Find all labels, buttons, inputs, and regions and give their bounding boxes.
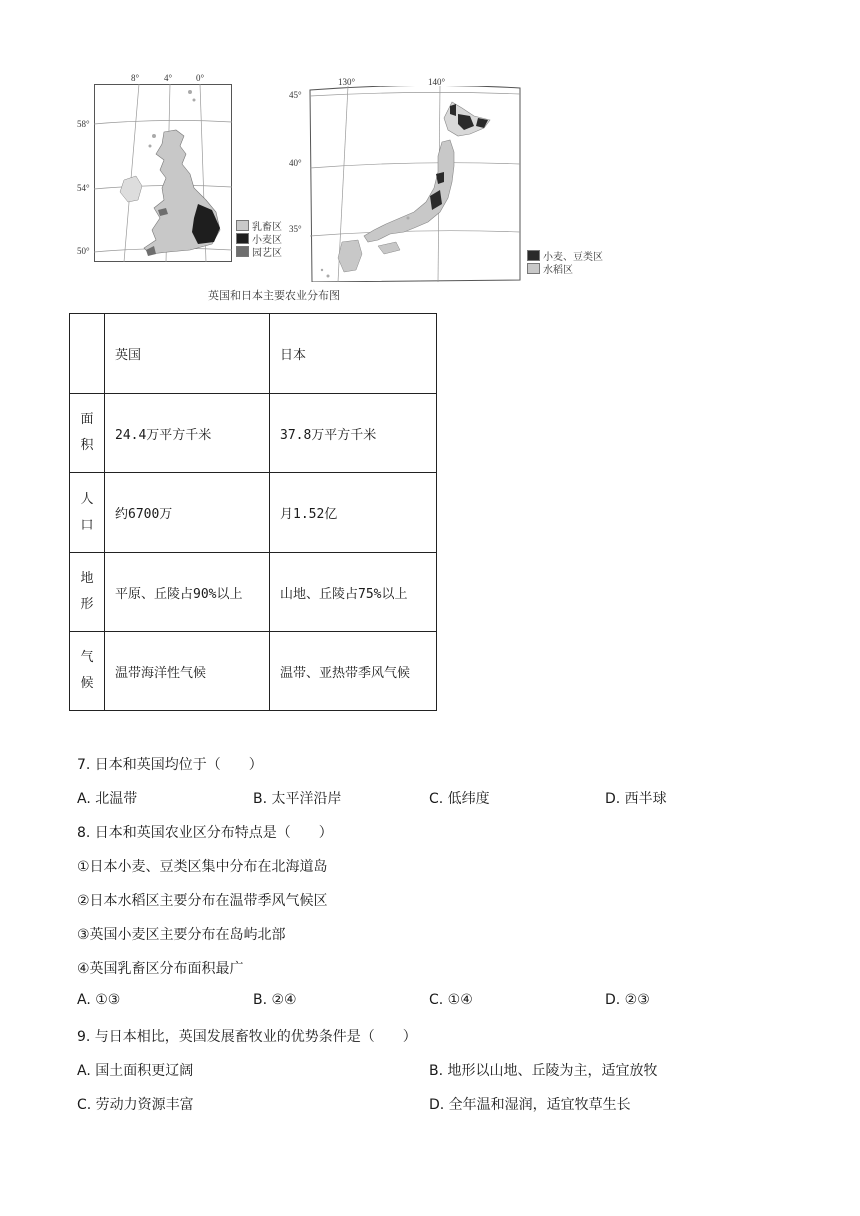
jp-lat-label: 45°	[289, 90, 302, 100]
column-header-japan: 日本	[270, 314, 437, 394]
dairy-swatch	[236, 220, 249, 231]
q9-option-a[interactable]: A. 国土面积更辽阔	[77, 1063, 194, 1079]
uk-lon-label: 8°	[131, 73, 140, 83]
row-label: 面 积	[70, 394, 105, 473]
legend-label: 园艺区	[252, 248, 282, 259]
jp-lat-label: 40°	[289, 158, 302, 168]
question-7-stem: 7. 日本和英国均位于（ ）	[77, 757, 263, 773]
q8-statement-1: ①日本小麦、豆类区集中分布在北海道岛	[77, 859, 328, 875]
cell-japan: 温带、亚热带季风气候	[270, 632, 437, 711]
row-label: 人 口	[70, 473, 105, 553]
jp-legend-rice	[527, 261, 573, 276]
row-label: 地 形	[70, 553, 105, 632]
q9-option-c[interactable]: C. 劳动力资源丰富	[77, 1097, 194, 1113]
rice-swatch	[527, 263, 540, 274]
comparison-table	[69, 313, 437, 711]
question-9-stem: 9. 与日本相比，英国发展畜牧业的优势条件是（ ）	[77, 1029, 417, 1045]
cell-japan: 山地、丘陵占75%以上	[270, 553, 437, 632]
cell-japan: 月1.52亿	[270, 473, 437, 553]
table-row	[70, 632, 437, 711]
jp-lon-label: 130°	[338, 77, 356, 87]
uk-map-graphic	[94, 84, 232, 262]
uk-lon-label: 4°	[164, 73, 173, 83]
table-row	[70, 553, 437, 632]
uk-lon-label: 0°	[196, 73, 205, 83]
cell-uk: 温带海洋性气候	[105, 632, 270, 711]
q8-statement-3: ③英国小麦区主要分布在岛屿北部	[77, 927, 286, 943]
japan-map	[308, 86, 522, 282]
cell-uk: 24.4万平方千米	[105, 394, 270, 473]
legend-label: 乳畜区	[252, 222, 282, 233]
q8-option-b[interactable]: B. ②④	[253, 992, 297, 1008]
uk-legend-horticulture	[236, 244, 282, 259]
wheat-swatch	[236, 233, 249, 244]
jp-lon-label: 140°	[428, 77, 446, 87]
jp-lat-label: 35°	[289, 224, 302, 234]
q8-option-a[interactable]: A. ①③	[77, 992, 121, 1008]
legend-label: 水稻区	[543, 265, 573, 276]
wheat-beans-swatch	[527, 250, 540, 261]
table-row	[70, 394, 437, 473]
q7-option-c[interactable]: C. 低纬度	[429, 791, 490, 807]
q7-option-a[interactable]: A. 北温带	[77, 791, 138, 807]
uk-lat-label: 58°	[77, 119, 90, 129]
table-header-row	[70, 314, 437, 394]
q7-option-d[interactable]: D. 西半球	[605, 791, 667, 807]
legend-label: 小麦、豆类区	[543, 252, 603, 263]
q8-statement-2: ②日本水稻区主要分布在温带季风气候区	[77, 893, 328, 909]
cell-uk: 平原、丘陵占90%以上	[105, 553, 270, 632]
q8-option-d[interactable]: D. ②③	[605, 992, 650, 1008]
row-label: 气 候	[70, 632, 105, 711]
question-8-stem: 8. 日本和英国农业区分布特点是（ ）	[77, 825, 333, 841]
uk-lat-label: 50°	[77, 246, 90, 256]
q7-option-b[interactable]: B. 太平洋沿岸	[253, 791, 342, 807]
figure-caption: 英国和日本主要农业分布图	[208, 289, 340, 302]
q8-option-c[interactable]: C. ①④	[429, 992, 473, 1008]
cell-japan: 37.8万平方千米	[270, 394, 437, 473]
uk-map	[94, 84, 232, 262]
corner-cell	[70, 314, 105, 394]
horticulture-swatch	[236, 246, 249, 257]
q9-option-d[interactable]: D. 全年温和湿润，适宜牧草生长	[429, 1097, 631, 1113]
column-header-uk: 英国	[105, 314, 270, 394]
japan-map-graphic	[308, 86, 522, 282]
uk-lat-label: 54°	[77, 183, 90, 193]
q8-statement-4: ④英国乳畜区分布面积最广	[77, 961, 244, 977]
table-row	[70, 473, 437, 553]
cell-uk: 约6700万	[105, 473, 270, 553]
legend-label: 小麦区	[252, 235, 282, 246]
q9-option-b[interactable]: B. 地形以山地、丘陵为主，适宜放牧	[429, 1063, 658, 1079]
